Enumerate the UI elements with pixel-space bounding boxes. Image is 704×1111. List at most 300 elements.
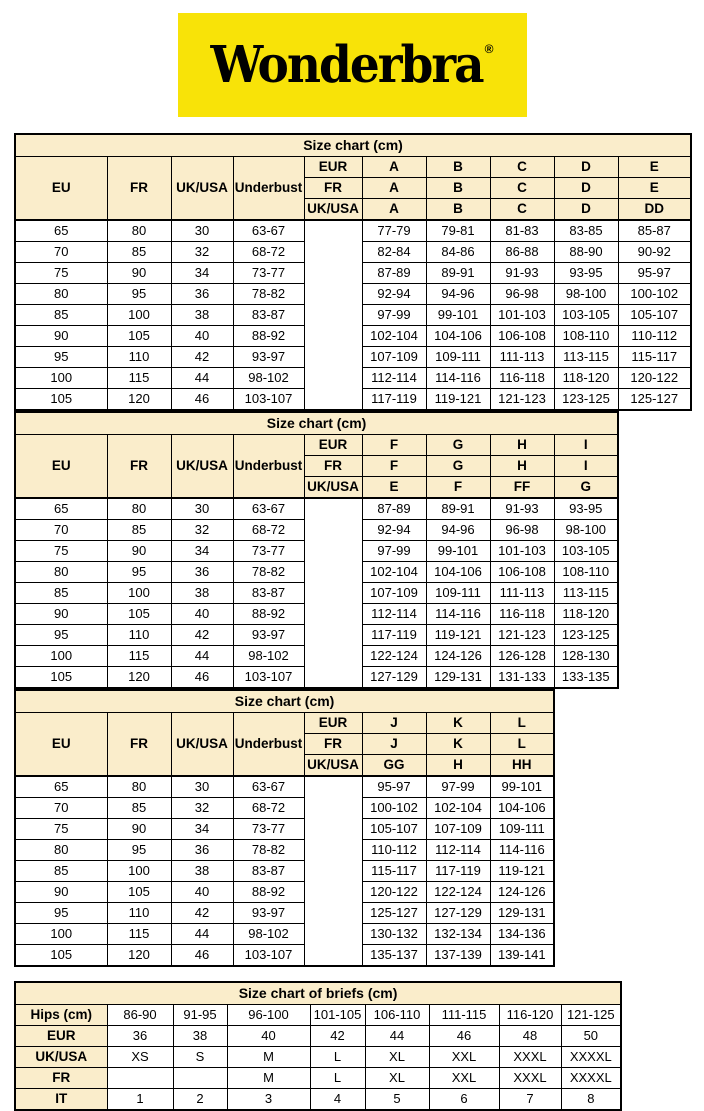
bust-range-cell: 93-95	[554, 498, 618, 520]
empty-spacer-cell	[304, 776, 362, 966]
briefs-size-cell: 2	[173, 1089, 227, 1111]
bust-range-cell: 112-114	[362, 368, 426, 389]
size-cell: 38	[171, 861, 233, 882]
size-cell: 115	[107, 368, 171, 389]
bust-range-cell: 84-86	[426, 242, 490, 263]
briefs-size-table	[14, 981, 622, 1111]
cup-size-header: A	[362, 199, 426, 221]
bust-range-cell: 103-105	[554, 305, 618, 326]
size-cell: 44	[171, 368, 233, 389]
size-cell: 32	[171, 242, 233, 263]
bra-size-table	[14, 411, 619, 689]
cup-size-header: L	[490, 713, 554, 734]
bra-size-charts	[14, 133, 704, 967]
bust-range-cell: 95-97	[618, 263, 691, 284]
bust-range-cell: 139-141	[490, 945, 554, 967]
size-cell: 80	[15, 840, 107, 861]
bust-range-cell: 106-108	[490, 562, 554, 583]
bust-range-cell: 94-96	[426, 520, 490, 541]
briefs-size-cell: 40	[227, 1026, 310, 1047]
size-cell: 105	[107, 326, 171, 347]
size-cell: 95	[15, 347, 107, 368]
briefs-size-cell: 42	[310, 1026, 365, 1047]
size-cell: 90	[15, 326, 107, 347]
cup-size-header: B	[426, 157, 490, 178]
size-cell: 65	[15, 776, 107, 798]
size-cell: 34	[171, 263, 233, 284]
size-cell: 93-97	[233, 625, 304, 646]
row-header: IT	[15, 1089, 107, 1111]
size-cell: 34	[171, 541, 233, 562]
size-cell: 88-92	[233, 326, 304, 347]
size-cell: 75	[15, 541, 107, 562]
bust-range-cell: 98-100	[554, 520, 618, 541]
size-cell: 42	[171, 625, 233, 646]
cup-size-header: B	[426, 178, 490, 199]
size-cell: 75	[15, 263, 107, 284]
bust-range-cell: 110-112	[362, 840, 426, 861]
column-header: UK/USA	[171, 713, 233, 777]
bust-range-cell: 87-89	[362, 498, 426, 520]
row-header: Hips (cm)	[15, 1005, 107, 1026]
wonderbra-logo	[178, 13, 527, 117]
briefs-size-cell: XXXL	[499, 1068, 561, 1089]
column-header: FR	[107, 157, 171, 221]
size-cell: 88-92	[233, 882, 304, 903]
size-cell: 105	[15, 945, 107, 967]
size-cell: 80	[107, 776, 171, 798]
size-cell: 115	[107, 924, 171, 945]
row-header: UK/USA	[15, 1047, 107, 1068]
briefs-size-cell: 96-100	[227, 1005, 310, 1026]
cup-size-header: FF	[490, 477, 554, 499]
bust-range-cell: 130-132	[362, 924, 426, 945]
bust-range-cell: 105-107	[362, 819, 426, 840]
size-cell: 95	[107, 284, 171, 305]
bust-range-cell: 122-124	[362, 646, 426, 667]
size-cell: 65	[15, 498, 107, 520]
size-cell: 85	[107, 798, 171, 819]
bust-range-cell: 121-123	[490, 389, 554, 411]
bust-range-cell: 135-137	[362, 945, 426, 967]
bust-range-cell: 96-98	[490, 284, 554, 305]
column-header: EU	[15, 713, 107, 777]
size-cell: 63-67	[233, 498, 304, 520]
column-header: EU	[15, 157, 107, 221]
briefs-size-cell: XXL	[429, 1047, 499, 1068]
briefs-size-cell: 46	[429, 1026, 499, 1047]
bust-range-cell: 118-120	[554, 604, 618, 625]
bust-range-cell: 92-94	[362, 520, 426, 541]
size-cell: 46	[171, 389, 233, 411]
bust-range-cell: 107-109	[362, 583, 426, 604]
size-cell: 95	[107, 840, 171, 861]
cup-size-header: J	[362, 734, 426, 755]
briefs-size-cell: S	[173, 1047, 227, 1068]
bust-range-cell: 92-94	[362, 284, 426, 305]
bust-range-cell: 85-87	[618, 220, 691, 242]
size-cell: 46	[171, 667, 233, 689]
size-cell: 100	[107, 861, 171, 882]
briefs-size-cell: 116-120	[499, 1005, 561, 1026]
bust-range-cell: 113-115	[554, 583, 618, 604]
size-cell: 73-77	[233, 541, 304, 562]
empty-spacer-cell	[304, 498, 362, 688]
bust-range-cell: 81-83	[490, 220, 554, 242]
cup-size-header: HH	[490, 755, 554, 777]
briefs-size-cell: 38	[173, 1026, 227, 1047]
bust-range-cell: 109-111	[426, 583, 490, 604]
cup-size-header: D	[554, 178, 618, 199]
size-cell: 40	[171, 604, 233, 625]
bust-range-cell: 111-113	[490, 347, 554, 368]
size-cell: 83-87	[233, 305, 304, 326]
bust-range-cell: 93-95	[554, 263, 618, 284]
bust-range-cell: 123-125	[554, 389, 618, 411]
bust-range-cell: 109-111	[490, 819, 554, 840]
briefs-size-cell: 7	[499, 1089, 561, 1111]
cup-size-header: H	[490, 456, 554, 477]
briefs-size-cell: XXXXL	[561, 1047, 621, 1068]
briefs-size-cell: 6	[429, 1089, 499, 1111]
size-cell: 68-72	[233, 520, 304, 541]
bust-range-cell: 103-105	[554, 541, 618, 562]
bust-range-cell: 122-124	[426, 882, 490, 903]
column-header: FR	[107, 435, 171, 499]
size-cell: 44	[171, 646, 233, 667]
size-cell: 115	[107, 646, 171, 667]
briefs-size-cell: XXXXL	[561, 1068, 621, 1089]
bust-range-cell: 124-126	[490, 882, 554, 903]
bust-range-cell: 128-130	[554, 646, 618, 667]
cup-system-label: EUR	[304, 157, 362, 178]
bust-range-cell: 115-117	[362, 861, 426, 882]
briefs-size-cell: M	[227, 1047, 310, 1068]
bust-range-cell: 118-120	[554, 368, 618, 389]
briefs-size-cell	[173, 1068, 227, 1089]
bust-range-cell: 102-104	[362, 562, 426, 583]
cup-size-header: C	[490, 199, 554, 221]
briefs-size-cell: XXL	[429, 1068, 499, 1089]
bust-range-cell: 88-90	[554, 242, 618, 263]
bust-range-cell: 86-88	[490, 242, 554, 263]
size-cell: 103-107	[233, 667, 304, 689]
size-cell: 68-72	[233, 798, 304, 819]
bust-range-cell: 94-96	[426, 284, 490, 305]
size-cell: 73-77	[233, 263, 304, 284]
size-cell: 105	[107, 882, 171, 903]
briefs-size-cell: 106-110	[365, 1005, 429, 1026]
cup-size-header: L	[490, 734, 554, 755]
bust-range-cell: 133-135	[554, 667, 618, 689]
bust-range-cell: 109-111	[426, 347, 490, 368]
size-cell: 120	[107, 389, 171, 411]
bust-range-cell: 108-110	[554, 326, 618, 347]
cup-size-header: F	[426, 477, 490, 499]
size-cell: 75	[15, 819, 107, 840]
size-cell: 90	[107, 541, 171, 562]
bust-range-cell: 125-127	[618, 389, 691, 411]
bust-range-cell: 83-85	[554, 220, 618, 242]
bust-range-cell: 119-121	[426, 389, 490, 411]
size-cell: 90	[107, 819, 171, 840]
bust-range-cell: 97-99	[362, 541, 426, 562]
bust-range-cell: 97-99	[426, 776, 490, 798]
size-cell: 36	[171, 840, 233, 861]
size-cell: 100	[15, 646, 107, 667]
bust-range-cell: 87-89	[362, 263, 426, 284]
cup-size-header: E	[618, 157, 691, 178]
size-cell: 38	[171, 583, 233, 604]
table-title: Size chart (cm)	[15, 690, 554, 713]
bust-range-cell: 101-103	[490, 305, 554, 326]
bust-range-cell: 77-79	[362, 220, 426, 242]
bust-range-cell: 115-117	[618, 347, 691, 368]
bust-range-cell: 101-103	[490, 541, 554, 562]
bust-range-cell: 110-112	[618, 326, 691, 347]
size-cell: 98-102	[233, 368, 304, 389]
bust-range-cell: 104-106	[426, 562, 490, 583]
cup-size-header: A	[362, 178, 426, 199]
size-cell: 30	[171, 498, 233, 520]
size-cell: 46	[171, 945, 233, 967]
bust-range-cell: 117-119	[362, 625, 426, 646]
bust-range-cell: 119-121	[490, 861, 554, 882]
briefs-size-cell: L	[310, 1068, 365, 1089]
bust-range-cell: 111-113	[490, 583, 554, 604]
cup-system-label: FR	[304, 734, 362, 755]
cup-system-label: UK/USA	[304, 477, 362, 499]
briefs-size-cell: 86-90	[107, 1005, 173, 1026]
bust-range-cell: 100-102	[618, 284, 691, 305]
bust-range-cell: 126-128	[490, 646, 554, 667]
bust-range-cell: 107-109	[426, 819, 490, 840]
size-cell: 30	[171, 776, 233, 798]
column-header: Underbust	[233, 713, 304, 777]
bust-range-cell: 104-106	[490, 798, 554, 819]
cup-system-label: EUR	[304, 435, 362, 456]
bust-range-cell: 119-121	[426, 625, 490, 646]
bust-range-cell: 98-100	[554, 284, 618, 305]
size-cell: 34	[171, 819, 233, 840]
size-cell: 73-77	[233, 819, 304, 840]
size-cell: 80	[15, 562, 107, 583]
size-cell: 105	[15, 667, 107, 689]
size-cell: 85	[107, 520, 171, 541]
size-cell: 68-72	[233, 242, 304, 263]
briefs-size-cell: XL	[365, 1068, 429, 1089]
bust-range-cell: 129-131	[490, 903, 554, 924]
bust-range-cell: 131-133	[490, 667, 554, 689]
bra-size-table	[14, 133, 692, 411]
bust-range-cell: 120-122	[362, 882, 426, 903]
bust-range-cell: 79-81	[426, 220, 490, 242]
briefs-size-cell: XL	[365, 1047, 429, 1068]
briefs-size-cell: XXXL	[499, 1047, 561, 1068]
size-cell: 95	[107, 562, 171, 583]
page	[0, 13, 704, 1111]
briefs-size-cell: 91-95	[173, 1005, 227, 1026]
size-cell: 70	[15, 520, 107, 541]
column-header: UK/USA	[171, 435, 233, 499]
cup-size-header: C	[490, 157, 554, 178]
briefs-size-cell: 1	[107, 1089, 173, 1111]
bust-range-cell: 114-116	[490, 840, 554, 861]
size-cell: 38	[171, 305, 233, 326]
briefs-size-cell: 44	[365, 1026, 429, 1047]
size-cell: 40	[171, 882, 233, 903]
size-cell: 70	[15, 798, 107, 819]
row-header: FR	[15, 1068, 107, 1089]
size-cell: 85	[107, 242, 171, 263]
column-header: FR	[107, 713, 171, 777]
size-cell: 30	[171, 220, 233, 242]
bust-range-cell: 134-136	[490, 924, 554, 945]
bust-range-cell: 95-97	[362, 776, 426, 798]
briefs-size-cell: 121-125	[561, 1005, 621, 1026]
size-cell: 85	[15, 305, 107, 326]
bust-range-cell: 116-118	[490, 368, 554, 389]
size-cell: 120	[107, 667, 171, 689]
size-cell: 105	[15, 389, 107, 411]
size-cell: 110	[107, 347, 171, 368]
briefs-size-chart	[14, 981, 704, 1111]
row-header: EUR	[15, 1026, 107, 1047]
briefs-size-cell: XS	[107, 1047, 173, 1068]
size-cell: 95	[15, 903, 107, 924]
size-cell: 93-97	[233, 903, 304, 924]
size-cell: 78-82	[233, 562, 304, 583]
size-cell: 44	[171, 924, 233, 945]
size-cell: 90	[107, 263, 171, 284]
cup-system-label: EUR	[304, 713, 362, 734]
briefs-size-cell: 50	[561, 1026, 621, 1047]
briefs-size-cell	[107, 1068, 173, 1089]
cup-size-header: GG	[362, 755, 426, 777]
size-cell: 90	[15, 882, 107, 903]
cup-size-header: F	[362, 456, 426, 477]
bust-range-cell: 124-126	[426, 646, 490, 667]
bust-range-cell: 107-109	[362, 347, 426, 368]
briefs-size-cell: 3	[227, 1089, 310, 1111]
bust-range-cell: 121-123	[490, 625, 554, 646]
column-header: EU	[15, 435, 107, 499]
bust-range-cell: 99-101	[426, 305, 490, 326]
bust-range-cell: 104-106	[426, 326, 490, 347]
size-cell: 105	[107, 604, 171, 625]
bust-range-cell: 105-107	[618, 305, 691, 326]
size-cell: 93-97	[233, 347, 304, 368]
empty-spacer-cell	[304, 220, 362, 410]
bust-range-cell: 91-93	[490, 263, 554, 284]
bust-range-cell: 125-127	[362, 903, 426, 924]
size-cell: 36	[171, 284, 233, 305]
bust-range-cell: 123-125	[554, 625, 618, 646]
briefs-size-cell: 36	[107, 1026, 173, 1047]
bust-range-cell: 117-119	[362, 389, 426, 411]
cup-size-header: E	[618, 178, 691, 199]
cup-system-label: FR	[304, 456, 362, 477]
bust-range-cell: 112-114	[362, 604, 426, 625]
size-cell: 65	[15, 220, 107, 242]
bust-range-cell: 116-118	[490, 604, 554, 625]
size-cell: 42	[171, 903, 233, 924]
cup-size-header: K	[426, 713, 490, 734]
cup-size-header: G	[426, 456, 490, 477]
size-cell: 103-107	[233, 945, 304, 967]
cup-size-header: I	[554, 456, 618, 477]
size-cell: 80	[15, 284, 107, 305]
size-cell: 83-87	[233, 583, 304, 604]
size-cell: 100	[15, 368, 107, 389]
briefs-size-cell: 5	[365, 1089, 429, 1111]
briefs-size-cell: L	[310, 1047, 365, 1068]
cup-size-header: C	[490, 178, 554, 199]
size-cell: 80	[107, 220, 171, 242]
cup-size-header: A	[362, 157, 426, 178]
bust-range-cell: 100-102	[362, 798, 426, 819]
briefs-size-cell: 111-115	[429, 1005, 499, 1026]
cup-size-header: G	[426, 435, 490, 456]
cup-system-label: FR	[304, 178, 362, 199]
size-cell: 85	[15, 583, 107, 604]
size-cell: 100	[15, 924, 107, 945]
size-cell: 78-82	[233, 840, 304, 861]
bust-range-cell: 106-108	[490, 326, 554, 347]
bust-range-cell: 117-119	[426, 861, 490, 882]
cup-size-header: D	[554, 199, 618, 221]
size-cell: 63-67	[233, 776, 304, 798]
cup-size-header: DD	[618, 199, 691, 221]
bust-range-cell: 89-91	[426, 498, 490, 520]
size-cell: 110	[107, 903, 171, 924]
bust-range-cell: 99-101	[490, 776, 554, 798]
size-cell: 98-102	[233, 646, 304, 667]
cup-size-header: B	[426, 199, 490, 221]
size-cell: 90	[15, 604, 107, 625]
bust-range-cell: 96-98	[490, 520, 554, 541]
size-cell: 78-82	[233, 284, 304, 305]
bust-range-cell: 102-104	[426, 798, 490, 819]
bust-range-cell: 102-104	[362, 326, 426, 347]
bra-size-table	[14, 689, 555, 967]
column-header: UK/USA	[171, 157, 233, 221]
cup-size-header: J	[362, 713, 426, 734]
bust-range-cell: 82-84	[362, 242, 426, 263]
size-cell: 103-107	[233, 389, 304, 411]
cup-size-header: I	[554, 435, 618, 456]
bust-range-cell: 108-110	[554, 562, 618, 583]
logo-text: Wonderbra	[210, 35, 483, 95]
cup-size-header: F	[362, 435, 426, 456]
size-cell: 83-87	[233, 861, 304, 882]
size-cell: 100	[107, 583, 171, 604]
size-cell: 110	[107, 625, 171, 646]
bust-range-cell: 90-92	[618, 242, 691, 263]
bust-range-cell: 97-99	[362, 305, 426, 326]
size-cell: 88-92	[233, 604, 304, 625]
cup-size-header: D	[554, 157, 618, 178]
cup-size-header: E	[362, 477, 426, 499]
bust-range-cell: 114-116	[426, 368, 490, 389]
cup-size-header: H	[426, 755, 490, 777]
briefs-size-cell: 8	[561, 1089, 621, 1111]
bust-range-cell: 91-93	[490, 498, 554, 520]
bust-range-cell: 120-122	[618, 368, 691, 389]
bust-range-cell: 89-91	[426, 263, 490, 284]
bust-range-cell: 127-129	[362, 667, 426, 689]
bust-range-cell: 113-115	[554, 347, 618, 368]
